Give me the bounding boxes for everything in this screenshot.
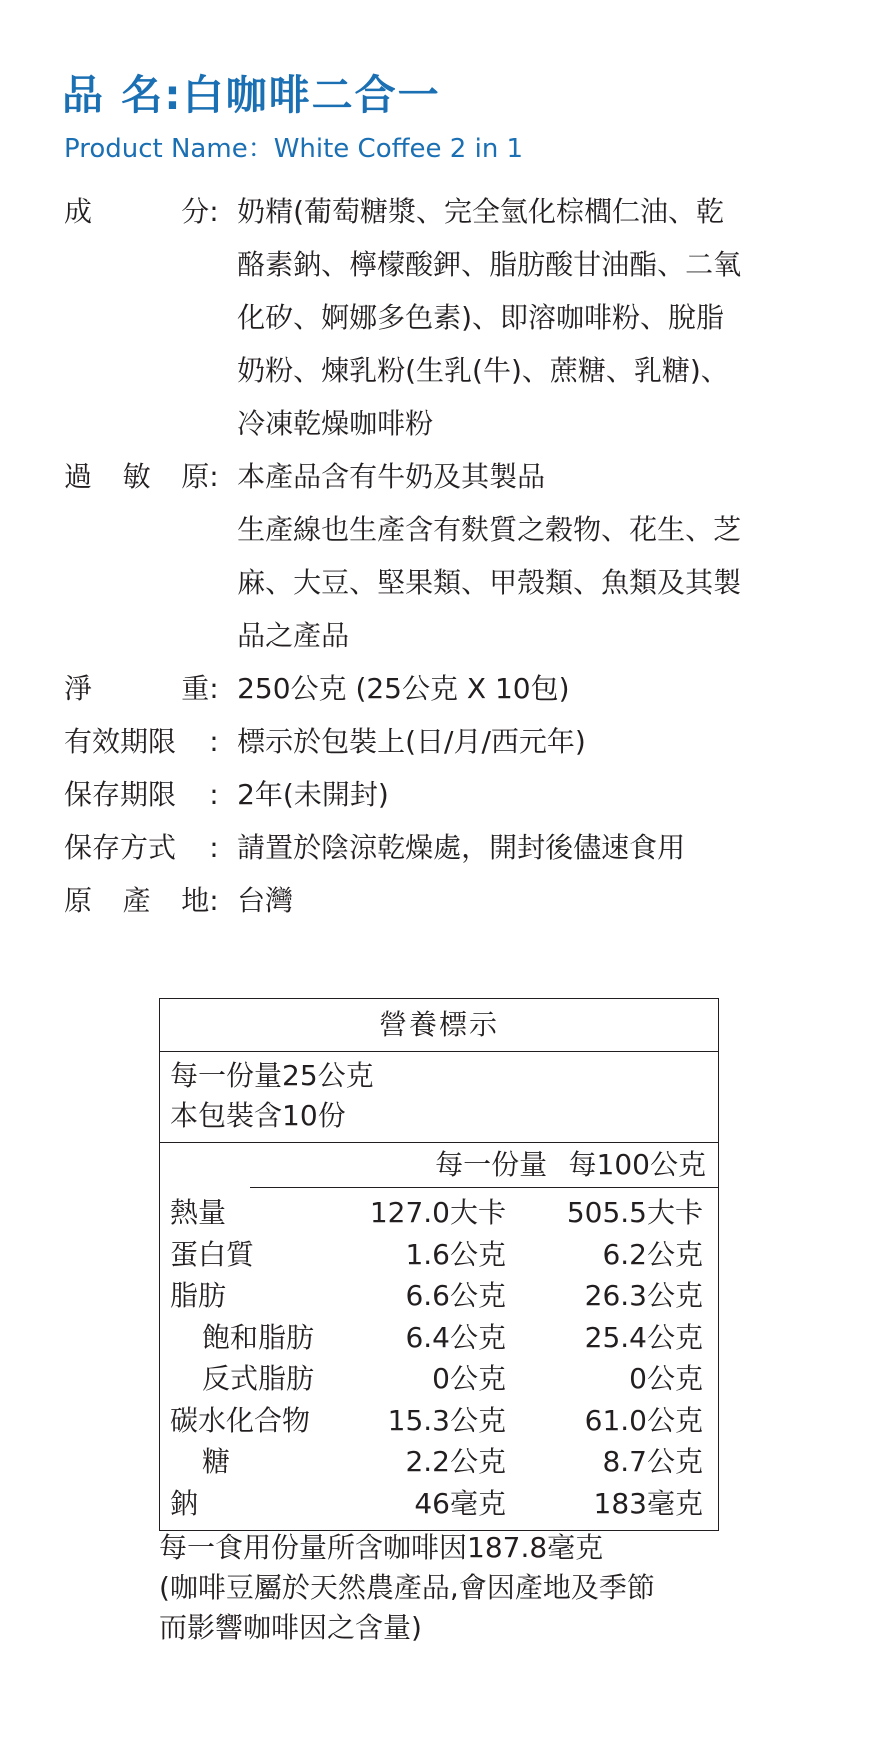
nutrient-name: 脂肪	[170, 1279, 227, 1312]
servings-per-pack: 本包裝含10份	[170, 1099, 346, 1132]
column-spacer	[250, 1143, 402, 1187]
label-char: 產	[122, 884, 151, 917]
spec-colon: :	[209, 195, 219, 228]
nutrient-per-serving: 127.0大卡	[369, 1196, 506, 1229]
spec-storage	[64, 821, 824, 874]
spec-value-line: 品之產品	[237, 619, 350, 652]
nutrient-name: 反式脂肪	[202, 1362, 315, 1395]
nutrient-per-serving: 0公克	[432, 1362, 506, 1395]
spec-value-line: 請置於陰涼乾燥處，開封後儘速食用	[237, 831, 686, 864]
nutrient-per-serving: 46毫克	[414, 1486, 506, 1520]
label-char: 原	[64, 884, 93, 917]
label-char: 保存方式	[64, 831, 177, 864]
nutrition-title: 營養標示	[160, 999, 718, 1052]
spec-value-line: 化矽、婀娜多色素)、即溶咖啡粉、脫脂	[237, 301, 725, 334]
spec-colon: :	[209, 725, 219, 758]
spec-value-line: 生產線也生產含有麩質之穀物、花生、芝	[237, 513, 742, 546]
nutrient-name: 蛋白質	[170, 1237, 255, 1271]
nutrient-per-serving: 6.6公克	[405, 1279, 506, 1312]
nutrient-name: 鈉	[170, 1486, 199, 1520]
nutrient-name: 碳水化合物	[170, 1403, 311, 1437]
spec-value-line: 台灣	[237, 884, 294, 917]
caffeine-note	[159, 1528, 779, 1648]
spec-colon: :	[209, 672, 219, 705]
spec-value	[237, 450, 824, 662]
spec-label	[64, 450, 209, 503]
nutrient-name: 糖	[202, 1445, 231, 1478]
label-char: 分	[181, 195, 210, 228]
spec-value	[237, 715, 824, 768]
label-char: 原	[181, 460, 210, 493]
nutrition-row	[160, 1275, 718, 1317]
nutrient-per-100g: 25.4公克	[584, 1320, 703, 1354]
spec-value-line: 250公克 (25公克 X 10包)	[237, 672, 570, 705]
nutrient-per-100g: 8.7公克	[602, 1445, 703, 1478]
nutrient-per-100g: 505.5大卡	[566, 1196, 703, 1229]
nutrient-per-100g: 183毫克	[593, 1486, 703, 1520]
spec-value-line: 本產品含有牛奶及其製品	[237, 460, 546, 493]
nutrition-row	[160, 1317, 718, 1359]
spec-value	[237, 874, 824, 927]
spec-label	[64, 185, 209, 238]
nutrition-row	[160, 1441, 718, 1483]
spec-value-line: 奶粉、煉乳粉(生乳(牛)、蔗糖、乳糖)、	[237, 354, 729, 387]
spec-list	[64, 185, 824, 927]
label-char: 有效期限	[64, 725, 177, 758]
spec-origin	[64, 874, 824, 927]
spec-label	[64, 821, 209, 874]
spec-shelf-life	[64, 768, 824, 821]
spec-label	[64, 715, 209, 768]
nutrition-row	[160, 1234, 718, 1276]
label-char: 地	[181, 884, 210, 917]
nutrition-rows	[160, 1188, 718, 1530]
spec-label	[64, 768, 209, 821]
nutrient-name: 熱量	[170, 1196, 227, 1229]
label-char: 過	[64, 460, 93, 493]
nutrient-name: 飽和脂肪	[202, 1320, 315, 1354]
nutrient-per-serving: 15.3公克	[387, 1403, 506, 1437]
spec-value-line: 麻、大豆、堅果類、甲殼類、魚類及其製	[237, 566, 742, 599]
nutrient-per-serving: 1.6公克	[405, 1237, 506, 1271]
caffeine-note-line: 而影響咖啡因之含量)	[159, 1611, 422, 1644]
caffeine-note-line: (咖啡豆屬於天然農產品,會因產地及季節	[159, 1571, 655, 1604]
nutrient-per-100g: 26.3公克	[584, 1279, 703, 1312]
spec-value-line: 標示於包裝上(日/月/西元年)	[237, 725, 586, 758]
product-title: 品 名:白咖啡二合一	[62, 71, 441, 119]
spec-value-line: 2年(未開封)	[237, 778, 389, 811]
product-subtitle: Product Name：White Coffee 2 in 1	[64, 134, 524, 164]
nutrition-row	[160, 1192, 718, 1234]
column-per-100g: 每100公克	[568, 1148, 706, 1181]
label-char: 成	[64, 195, 93, 228]
spec-colon: :	[209, 831, 219, 864]
nutrition-row	[160, 1483, 718, 1525]
nutrient-per-serving: 2.2公克	[405, 1445, 506, 1478]
serving-size: 每一份量25公克	[170, 1059, 374, 1092]
nutrient-per-100g: 0公克	[629, 1362, 703, 1395]
spec-colon: :	[209, 460, 219, 493]
nutrient-per-serving: 6.4公克	[405, 1320, 506, 1354]
label-char: 敏	[122, 460, 151, 493]
label-char: 淨	[64, 672, 93, 705]
spec-value-line: 冷凍乾燥咖啡粉	[237, 407, 434, 440]
spec-value	[237, 662, 824, 715]
spec-allergen	[64, 450, 824, 662]
spec-label	[64, 662, 209, 715]
spec-colon: :	[209, 884, 219, 917]
label-char: 重	[181, 672, 210, 705]
nutrient-per-100g: 6.2公克	[602, 1237, 703, 1271]
nutrient-per-100g: 61.0公克	[584, 1403, 703, 1437]
spec-value-line: 奶精(葡萄糖漿、完全氫化棕櫚仁油、乾	[237, 195, 725, 228]
spec-label	[64, 874, 209, 927]
caffeine-note-line: 每一食用份量所含咖啡因187.8毫克	[159, 1531, 604, 1564]
spec-expiry	[64, 715, 824, 768]
nutrition-row	[160, 1358, 718, 1400]
column-per-serving: 每一份量	[435, 1148, 548, 1181]
spec-value	[237, 768, 824, 821]
nutrition-table	[159, 998, 719, 1531]
nutrition-row	[160, 1400, 718, 1442]
spec-colon: :	[209, 778, 219, 811]
nutrition-serving-info	[160, 1052, 718, 1143]
spec-value-line: 酪素鈉、檸檬酸鉀、脂肪酸甘油酯、二氧	[237, 248, 742, 281]
spec-ingredients	[64, 185, 824, 450]
spec-value	[237, 185, 824, 450]
spec-net-weight	[64, 662, 824, 715]
spec-value	[237, 821, 824, 874]
label-char: 保存期限	[64, 778, 177, 811]
nutrition-column-headers	[250, 1143, 718, 1188]
